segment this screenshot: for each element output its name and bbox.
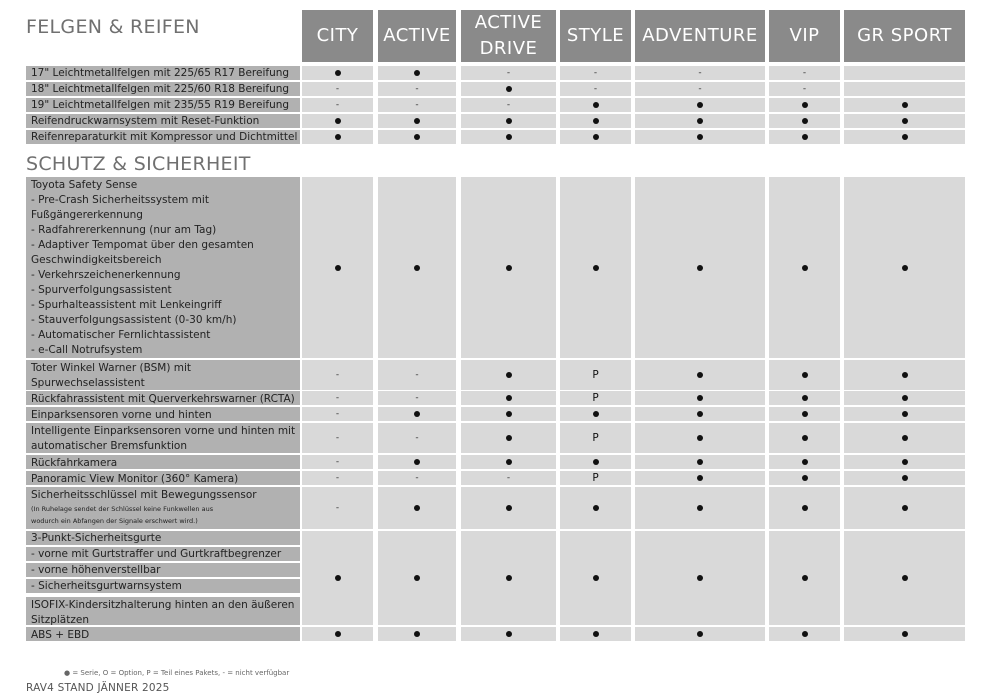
row-label	[26, 471, 300, 485]
not-available-mark: -	[698, 68, 702, 78]
value-cell	[635, 455, 765, 469]
included-dot-icon	[902, 265, 908, 271]
included-dot-icon	[802, 505, 808, 511]
not-available-mark: -	[415, 100, 419, 110]
not-available-mark: -	[802, 68, 807, 78]
row-label-line: Panoramic View Monitor (360° Kamera)	[31, 473, 239, 485]
included-dot-icon	[335, 118, 341, 124]
included-dot-icon	[506, 631, 512, 637]
value-cell	[560, 114, 631, 128]
included-dot-icon	[802, 265, 808, 271]
included-dot-icon	[697, 435, 703, 441]
row-label: - vorne höhenverstellbar	[26, 563, 300, 577]
included-dot-icon	[414, 411, 420, 417]
included-dot-icon	[902, 102, 908, 108]
row-label-line: Einparksensoren vorne und hinten	[31, 409, 212, 421]
value-cell	[635, 114, 765, 128]
value-cell	[844, 627, 965, 641]
value-cell	[560, 82, 631, 96]
not-available-mark: -	[593, 68, 598, 78]
value-cell	[769, 82, 840, 96]
not-available-mark: -	[335, 503, 340, 513]
row-label-line: Toter Winkel Warner (BSM) mit	[31, 362, 192, 374]
value-cell	[635, 407, 765, 421]
value-cell	[302, 407, 373, 421]
row-label-line: - Spurhalteassistent mit Lenkeingriff	[31, 299, 222, 311]
value-cell	[302, 360, 373, 390]
included-dot-icon	[802, 459, 808, 465]
column-header-label: ADVENTURE	[642, 25, 758, 46]
row-label-line: Intelligente Einparksensoren vorne und hinten mit	[31, 425, 296, 437]
value-cell	[302, 487, 373, 529]
column-header	[302, 10, 373, 62]
value-cell	[302, 471, 373, 485]
value-cell	[769, 627, 840, 641]
value-cell	[461, 177, 556, 358]
value-cell	[769, 407, 840, 421]
row-label	[26, 391, 300, 405]
included-dot-icon	[902, 372, 908, 378]
included-dot-icon	[697, 575, 703, 581]
included-dot-icon	[902, 575, 908, 581]
value-cell	[302, 627, 373, 641]
not-available-mark: -	[335, 457, 340, 467]
value-cell	[461, 471, 556, 485]
column-header	[844, 10, 965, 62]
value-cell	[560, 360, 631, 390]
included-dot-icon	[697, 459, 703, 465]
section-title-rims: FELGEN & REIFEN	[26, 16, 200, 38]
column-header	[560, 10, 631, 62]
value-cell	[844, 98, 965, 112]
included-dot-icon	[335, 631, 341, 637]
value-cell	[461, 487, 556, 529]
not-available-mark: -	[335, 409, 340, 419]
value-cell	[378, 407, 456, 421]
value-cell	[560, 455, 631, 469]
value-cell	[560, 471, 631, 485]
value-cell	[302, 114, 373, 128]
included-dot-icon	[802, 134, 808, 140]
value-cell	[635, 82, 765, 96]
included-dot-icon	[593, 118, 599, 124]
footer-title: RAV4 STAND JÄNNER 2025	[26, 682, 170, 694]
value-cell	[635, 130, 765, 144]
not-available-mark: -	[415, 370, 419, 380]
included-dot-icon	[902, 134, 908, 140]
value-cell	[302, 455, 373, 469]
included-dot-icon	[697, 395, 703, 401]
not-available-mark: -	[415, 433, 419, 443]
included-dot-icon	[506, 459, 512, 465]
value-cell	[461, 360, 556, 390]
value-cell	[302, 82, 373, 96]
column-header	[461, 10, 556, 62]
row-label-line: Spurwechselassistent	[31, 377, 145, 389]
included-dot-icon	[414, 134, 420, 140]
value-cell	[378, 130, 456, 144]
value-cell	[635, 98, 765, 112]
included-dot-icon	[593, 411, 599, 417]
included-dot-icon	[593, 631, 599, 637]
row-label-line: automatischer Bremsfunktion	[31, 440, 187, 452]
value-cell	[769, 455, 840, 469]
included-dot-icon	[697, 372, 703, 378]
included-dot-icon	[506, 411, 512, 417]
value-cell	[378, 455, 456, 469]
value-cell	[844, 82, 965, 96]
column-header-label: GR SPORT	[857, 25, 952, 46]
included-dot-icon	[593, 134, 599, 140]
value-cell	[635, 391, 765, 405]
value-cell	[461, 455, 556, 469]
row-label-line: Fußgängererkennung	[31, 209, 143, 221]
included-dot-icon	[414, 118, 420, 124]
included-dot-icon	[506, 118, 512, 124]
row-label: - Sicherheitsgurtwarnsystem	[26, 579, 300, 593]
value-cell	[378, 177, 456, 358]
row-label: 17" Leichtmetallfelgen mit 225/65 R17 Bereifung	[26, 66, 300, 80]
included-dot-icon	[335, 134, 341, 140]
included-dot-icon	[697, 475, 703, 481]
row-label-line: - Pre-Crash Sicherheitssystem mit	[31, 194, 209, 206]
value-cell	[461, 130, 556, 144]
value-cell	[560, 487, 631, 529]
value-cell	[769, 98, 840, 112]
included-dot-icon	[802, 631, 808, 637]
included-dot-icon	[414, 265, 420, 271]
included-dot-icon	[593, 459, 599, 465]
included-dot-icon	[802, 411, 808, 417]
row-label	[26, 455, 300, 469]
value-cell	[844, 471, 965, 485]
column-header	[769, 10, 840, 62]
column-header-label: ACTIVE DRIVE	[474, 12, 543, 59]
included-dot-icon	[506, 265, 512, 271]
value-cell	[769, 487, 840, 529]
row-label-line: ABS + EBD	[31, 629, 90, 641]
row-label-line: - Stauverfolgungsassistent (0-30 km/h)	[31, 314, 237, 326]
not-available-mark: -	[802, 84, 807, 94]
value-cell	[844, 455, 965, 469]
included-dot-icon	[414, 575, 420, 581]
included-dot-icon	[414, 459, 420, 465]
value-cell	[461, 98, 556, 112]
included-dot-icon	[697, 505, 703, 511]
row-label: Reifendruckwarnsystem mit Reset-Funktion	[26, 114, 300, 128]
included-dot-icon	[697, 631, 703, 637]
value-cell	[560, 177, 631, 358]
included-dot-icon	[414, 631, 420, 637]
value-cell	[844, 487, 965, 529]
included-dot-icon	[802, 435, 808, 441]
included-dot-icon	[902, 411, 908, 417]
value-cell	[560, 423, 631, 453]
not-available-mark: -	[506, 473, 511, 483]
included-dot-icon	[506, 134, 512, 140]
value-cell	[560, 391, 631, 405]
value-cell	[378, 471, 456, 485]
value-cell	[844, 391, 965, 405]
value-cell	[378, 98, 456, 112]
value-cell	[844, 130, 965, 144]
row-label-line: Sicherheitsschlüssel mit Bewegungssensor	[31, 489, 257, 501]
not-available-mark: -	[335, 100, 340, 110]
included-dot-icon	[414, 70, 420, 76]
value-cell	[461, 627, 556, 641]
package-mark: P	[592, 432, 599, 444]
included-dot-icon	[902, 395, 908, 401]
included-dot-icon	[802, 118, 808, 124]
not-available-mark: -	[335, 84, 340, 94]
value-cell	[461, 407, 556, 421]
column-header-label: ACTIVE	[383, 25, 451, 46]
row-label: 19" Leichtmetallfelgen mit 235/55 R19 Bereifung	[26, 98, 300, 112]
value-cell	[635, 423, 765, 453]
included-dot-icon	[506, 395, 512, 401]
value-cell	[560, 627, 631, 641]
row-label	[26, 407, 300, 421]
included-dot-icon	[697, 411, 703, 417]
value-cell	[635, 531, 765, 625]
row-label: 18" Leichtmetallfelgen mit 225/60 R18 Bereifung	[26, 82, 300, 96]
included-dot-icon	[593, 265, 599, 271]
value-cell	[378, 487, 456, 529]
not-available-mark: -	[506, 100, 511, 110]
value-cell	[844, 423, 965, 453]
included-dot-icon	[802, 102, 808, 108]
value-cell	[635, 66, 765, 80]
included-dot-icon	[902, 459, 908, 465]
value-cell	[378, 82, 456, 96]
value-cell	[844, 407, 965, 421]
value-cell	[769, 177, 840, 358]
not-available-mark: -	[335, 370, 340, 380]
not-available-mark: -	[335, 433, 340, 443]
value-cell	[769, 360, 840, 390]
value-cell	[769, 423, 840, 453]
value-cell	[461, 114, 556, 128]
row-label	[26, 177, 300, 358]
included-dot-icon	[902, 631, 908, 637]
value-cell	[378, 531, 456, 625]
column-header-label: STYLE	[566, 25, 625, 46]
not-available-mark: -	[335, 393, 340, 403]
value-cell	[769, 471, 840, 485]
value-cell	[302, 98, 373, 112]
row-label-line: Sitzplätzen	[31, 614, 89, 625]
row-label	[26, 627, 300, 641]
value-cell	[461, 531, 556, 625]
row-label-line: ISOFIX-Kindersitzhalterung hinten an den äußeren	[31, 599, 295, 611]
included-dot-icon	[802, 372, 808, 378]
value-cell	[378, 66, 456, 80]
included-dot-icon	[802, 475, 808, 481]
footer-legend: ● = Serie, O = Option, P = Teil eines Pakets, - = nicht verfügbar	[64, 669, 290, 677]
value-cell	[635, 487, 765, 529]
value-cell	[302, 531, 373, 625]
included-dot-icon	[335, 70, 341, 76]
row-label-line: Toyota Safety Sense	[31, 179, 138, 191]
value-cell	[844, 114, 965, 128]
column-header	[378, 10, 456, 62]
row-label-line: Rückfahrassistent mit Querverkehrswarner (RCTA)	[31, 393, 295, 405]
not-available-mark: -	[415, 84, 419, 94]
row-label-line: - e-Call Notrufsystem	[31, 344, 143, 356]
included-dot-icon	[593, 575, 599, 581]
value-cell	[560, 66, 631, 80]
value-cell	[378, 114, 456, 128]
not-available-mark: -	[506, 68, 511, 78]
value-cell	[461, 423, 556, 453]
included-dot-icon	[697, 102, 703, 108]
value-cell	[378, 423, 456, 453]
included-dot-icon	[697, 118, 703, 124]
not-available-mark: -	[698, 84, 702, 94]
column-header-label: VIP	[789, 25, 820, 46]
row-label	[26, 423, 300, 453]
value-cell	[769, 114, 840, 128]
row-label-line: - Spurverfolgungsassistent	[31, 284, 172, 296]
value-cell	[560, 130, 631, 144]
row-label-note: wodurch ein Abfangen der Signale erschwert wird.)	[31, 517, 198, 525]
package-mark: P	[592, 472, 599, 484]
value-cell	[378, 627, 456, 641]
value-cell	[560, 407, 631, 421]
value-cell	[461, 82, 556, 96]
value-cell	[635, 471, 765, 485]
value-cell	[844, 531, 965, 625]
row-label: 3-Punkt-Sicherheitsgurte	[26, 531, 300, 545]
value-cell	[635, 627, 765, 641]
included-dot-icon	[506, 575, 512, 581]
value-cell	[461, 66, 556, 80]
row-label: Reifenreparaturkit mit Kompressor und Dichtmittel	[26, 130, 300, 144]
included-dot-icon	[697, 134, 703, 140]
column-header	[635, 10, 765, 62]
row-label-line: - Automatischer Fernlichtassistent	[31, 329, 211, 341]
value-cell	[302, 423, 373, 453]
row-label-line: Geschwindigkeitsbereich	[31, 254, 162, 266]
value-cell	[844, 66, 965, 80]
column-header-label: CITY	[316, 25, 359, 46]
value-cell	[302, 130, 373, 144]
row-label	[26, 597, 300, 625]
value-cell	[769, 531, 840, 625]
included-dot-icon	[506, 505, 512, 511]
included-dot-icon	[506, 86, 512, 92]
included-dot-icon	[335, 265, 341, 271]
row-label: - vorne mit Gurtstraffer und Gurtkraftbegrenzer	[26, 547, 300, 561]
included-dot-icon	[902, 435, 908, 441]
row-label-line: - Radfahrererkennung (nur am Tag)	[31, 224, 217, 236]
value-cell	[844, 177, 965, 358]
row-label-line: - Verkehrszeichenerkennung	[31, 269, 181, 281]
included-dot-icon	[593, 102, 599, 108]
section-title-safety: SCHUTZ & SICHERHEIT	[26, 153, 251, 175]
value-cell	[560, 98, 631, 112]
row-label-line: Rückfahrkamera	[31, 457, 118, 469]
included-dot-icon	[506, 372, 512, 378]
value-cell	[461, 391, 556, 405]
value-cell	[378, 360, 456, 390]
not-available-mark: -	[335, 473, 340, 483]
included-dot-icon	[802, 395, 808, 401]
included-dot-icon	[902, 475, 908, 481]
included-dot-icon	[506, 435, 512, 441]
row-label	[26, 360, 300, 390]
value-cell	[302, 66, 373, 80]
value-cell	[769, 130, 840, 144]
package-mark: P	[592, 392, 599, 404]
included-dot-icon	[902, 118, 908, 124]
included-dot-icon	[902, 505, 908, 511]
value-cell	[302, 391, 373, 405]
included-dot-icon	[593, 505, 599, 511]
not-available-mark: -	[415, 393, 419, 403]
row-label-note: (In Ruhelage sendet der Schlüssel keine Funkwellen aus	[31, 505, 214, 513]
included-dot-icon	[802, 575, 808, 581]
included-dot-icon	[697, 265, 703, 271]
value-cell	[378, 391, 456, 405]
value-cell	[560, 531, 631, 625]
value-cell	[844, 360, 965, 390]
included-dot-icon	[335, 575, 341, 581]
included-dot-icon	[414, 505, 420, 511]
value-cell	[769, 66, 840, 80]
value-cell	[769, 391, 840, 405]
value-cell	[635, 177, 765, 358]
row-label	[26, 487, 300, 529]
value-cell	[302, 177, 373, 358]
not-available-mark: -	[593, 84, 598, 94]
not-available-mark: -	[415, 473, 419, 483]
row-label-line: - Adaptiver Tempomat über den gesamten	[31, 239, 254, 251]
value-cell	[635, 360, 765, 390]
package-mark: P	[592, 369, 599, 381]
